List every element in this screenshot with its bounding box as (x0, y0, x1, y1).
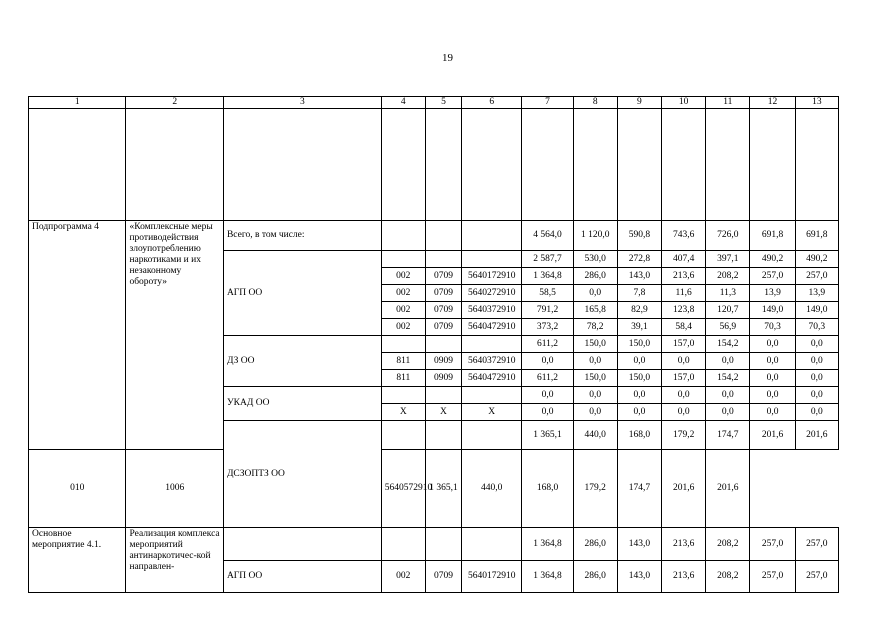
value-cell: 0,0 (750, 387, 795, 404)
value-cell: 150,0 (617, 370, 661, 387)
dz-label: ДЗ ОО (223, 336, 381, 387)
value-cell: 11,6 (662, 285, 706, 302)
value-cell: 1 365,1 (522, 421, 573, 450)
header-row (29, 97, 839, 109)
header-cell: 6 (462, 97, 522, 109)
value-cell: 1 364,8 (522, 528, 573, 561)
code-cell: 5640572910 (381, 450, 425, 528)
value-cell: 490,2 (795, 251, 838, 268)
value-cell: 201,6 (706, 450, 750, 528)
value-cell: 407,4 (662, 251, 706, 268)
value-cell: 213,6 (662, 561, 706, 593)
code-cell: X (381, 404, 425, 421)
value-cell: 0,0 (522, 353, 573, 370)
value-cell: 611,2 (522, 336, 573, 353)
ukad-label: УКАД ОО (223, 387, 381, 421)
header-cell: 7 (522, 97, 573, 109)
code-cell: 5640472910 (462, 319, 522, 336)
header-cell: 8 (573, 97, 617, 109)
value-cell: 208,2 (706, 561, 750, 593)
value-cell: 691,8 (795, 221, 838, 251)
value-cell: 440,0 (573, 421, 617, 450)
value-cell: 0,0 (617, 387, 661, 404)
value-cell: 82,9 (617, 302, 661, 319)
code-cell: 0909 (425, 353, 461, 370)
value-cell: 143,0 (617, 528, 661, 561)
total-label: Всего, в том числе: (223, 221, 381, 251)
value-cell: 4 564,0 (522, 221, 573, 251)
value-cell: 157,0 (662, 370, 706, 387)
value-cell: 0,0 (522, 404, 573, 421)
value-cell: 0,0 (750, 336, 795, 353)
value-cell: 530,0 (573, 251, 617, 268)
header-cell: 11 (706, 97, 750, 109)
value-cell: 201,6 (662, 450, 706, 528)
value-cell: 0,0 (573, 404, 617, 421)
value-cell: 257,0 (750, 268, 795, 285)
value-cell: 1 364,8 (522, 561, 573, 593)
value-cell: 791,2 (522, 302, 573, 319)
value-cell: 78,2 (573, 319, 617, 336)
code-cell: 0909 (425, 370, 461, 387)
value-cell: 213,6 (662, 528, 706, 561)
activity-total-row (29, 528, 839, 561)
value-cell: 168,0 (617, 421, 661, 450)
value-cell: 179,2 (573, 450, 617, 528)
page-number: 19 (442, 52, 453, 64)
value-cell: 157,0 (662, 336, 706, 353)
code-cell: 0709 (425, 302, 461, 319)
value-cell: 168,0 (522, 450, 573, 528)
subprogram-label: Подпрограмма 4 (29, 221, 126, 450)
subprogram-name: «Комплексные меры противодействия злоупотреблению наркотиками и их незаконному обороту» (126, 221, 223, 450)
value-cell: 691,8 (750, 221, 795, 251)
code-cell: 002 (381, 561, 425, 593)
value-cell: 0,0 (706, 387, 750, 404)
value-cell: 1 120,0 (573, 221, 617, 251)
value-cell: 286,0 (573, 561, 617, 593)
value-cell: 150,0 (573, 370, 617, 387)
value-cell: 120,7 (706, 302, 750, 319)
value-cell: 0,0 (617, 353, 661, 370)
value-cell: 0,0 (617, 404, 661, 421)
value-cell: 201,6 (750, 421, 795, 450)
value-cell: 0,0 (750, 353, 795, 370)
header-cell: 3 (223, 97, 381, 109)
value-cell: 165,8 (573, 302, 617, 319)
value-cell: 0,0 (662, 353, 706, 370)
code-cell: X (425, 404, 461, 421)
agp-label: АГП ОО (223, 561, 381, 593)
code-cell: 5640372910 (462, 302, 522, 319)
value-cell: 0,0 (750, 404, 795, 421)
value-cell: 286,0 (573, 528, 617, 561)
value-cell: 70,3 (795, 319, 838, 336)
value-cell: 272,8 (617, 251, 661, 268)
value-cell: 143,0 (617, 268, 661, 285)
value-cell: 257,0 (795, 528, 838, 561)
value-cell: 0,0 (706, 353, 750, 370)
header-cell: 9 (617, 97, 661, 109)
value-cell: 0,0 (706, 404, 750, 421)
header-cell: 2 (126, 97, 223, 109)
value-cell: 154,2 (706, 370, 750, 387)
value-cell: 208,2 (706, 268, 750, 285)
code-cell: 811 (381, 370, 425, 387)
value-cell: 611,2 (522, 370, 573, 387)
value-cell: 150,0 (617, 336, 661, 353)
code-cell: 5640172910 (462, 268, 522, 285)
code-cell: 5640472910 (462, 370, 522, 387)
value-cell: 373,2 (522, 319, 573, 336)
code-cell: 5640372910 (462, 353, 522, 370)
value-cell: 257,0 (750, 528, 795, 561)
value-cell: 257,0 (750, 561, 795, 593)
code-cell: 5640272910 (462, 285, 522, 302)
value-cell: 13,9 (795, 285, 838, 302)
value-cell: 123,8 (662, 302, 706, 319)
value-cell: 286,0 (573, 268, 617, 285)
value-cell: 11,3 (706, 285, 750, 302)
code-cell: 002 (381, 268, 425, 285)
header-cell: 10 (662, 97, 706, 109)
value-cell: 7,8 (617, 285, 661, 302)
value-cell: 0,0 (795, 404, 838, 421)
value-cell: 0,0 (522, 387, 573, 404)
value-cell: 2 587,7 (522, 251, 573, 268)
value-cell: 213,6 (662, 268, 706, 285)
dszoptz-label: ДСЗОПТЗ ОО (223, 421, 381, 528)
value-cell: 0,0 (662, 404, 706, 421)
value-cell: 143,0 (617, 561, 661, 593)
code-cell: 5640172910 (462, 561, 522, 593)
value-cell: 1 364,8 (522, 268, 573, 285)
value-cell: 208,2 (706, 528, 750, 561)
header-cell: 4 (381, 97, 425, 109)
code-cell: 0709 (425, 319, 461, 336)
value-cell: 743,6 (662, 221, 706, 251)
code-cell: 002 (381, 302, 425, 319)
value-cell: 0,0 (573, 285, 617, 302)
activity-label: Основное мероприятие 4.1. (29, 528, 126, 593)
subprogram-total-row (29, 221, 839, 251)
code-cell: 811 (381, 353, 425, 370)
value-cell: 0,0 (662, 387, 706, 404)
value-cell: 39,1 (617, 319, 661, 336)
value-cell: 0,0 (795, 336, 838, 353)
value-cell: 150,0 (573, 336, 617, 353)
value-cell: 0,0 (795, 353, 838, 370)
header-cell: 13 (795, 97, 838, 109)
value-cell: 0,0 (573, 353, 617, 370)
value-cell: 490,2 (750, 251, 795, 268)
value-cell: 154,2 (706, 336, 750, 353)
value-cell: 174,7 (617, 450, 661, 528)
header-cell: 5 (425, 97, 461, 109)
code-cell: 0709 (425, 268, 461, 285)
value-cell: 257,0 (795, 268, 838, 285)
table-row (29, 450, 839, 528)
empty-row (29, 109, 839, 221)
value-cell: 0,0 (795, 370, 838, 387)
header-cell: 1 (29, 97, 126, 109)
value-cell: 1 365,1 (425, 450, 461, 528)
value-cell: 70,3 (750, 319, 795, 336)
code-cell: 1006 (126, 450, 223, 528)
code-cell: X (462, 404, 522, 421)
activity-name: Реализация комплекса мероприятий антинаркотичес-кой направлен- (126, 528, 223, 593)
value-cell: 149,0 (795, 302, 838, 319)
value-cell: 56,9 (706, 319, 750, 336)
budget-table (28, 96, 839, 593)
value-cell: 0,0 (750, 370, 795, 387)
value-cell: 149,0 (750, 302, 795, 319)
value-cell: 201,6 (795, 421, 838, 450)
value-cell: 590,8 (617, 221, 661, 251)
code-cell: 0709 (425, 285, 461, 302)
value-cell: 440,0 (462, 450, 522, 528)
code-cell: 002 (381, 319, 425, 336)
value-cell: 58,4 (662, 319, 706, 336)
value-cell: 179,2 (662, 421, 706, 450)
value-cell: 726,0 (706, 221, 750, 251)
header-cell: 12 (750, 97, 795, 109)
code-cell: 010 (29, 450, 126, 528)
value-cell: 0,0 (795, 387, 838, 404)
value-cell: 13,9 (750, 285, 795, 302)
code-cell: 0709 (425, 561, 461, 593)
value-cell: 397,1 (706, 251, 750, 268)
code-cell: 002 (381, 285, 425, 302)
value-cell: 58,5 (522, 285, 573, 302)
value-cell: 0,0 (573, 387, 617, 404)
value-cell: 257,0 (795, 561, 838, 593)
agp-label: АГП ОО (223, 251, 381, 336)
value-cell: 174,7 (706, 421, 750, 450)
